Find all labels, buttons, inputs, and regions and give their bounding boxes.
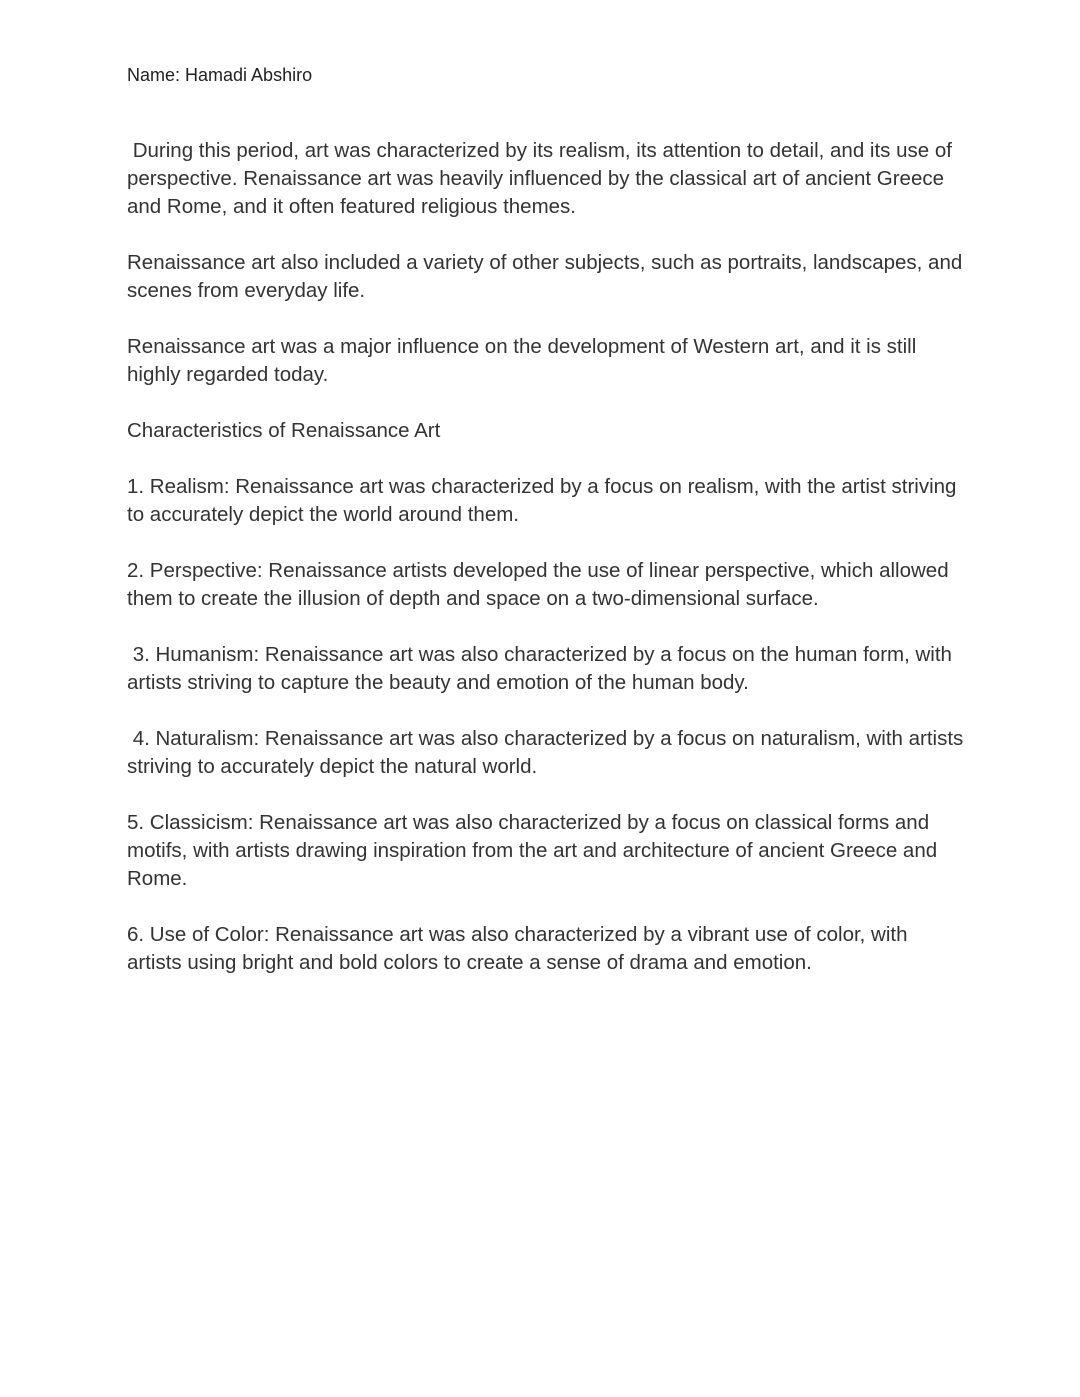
section-heading: Characteristics of Renaissance Art xyxy=(127,419,441,442)
characteristic-humanism: 3. Humanism: Renaissance art was also characterized by a focus on the human form, with artists striving to capture the beauty and emotion of the human body. xyxy=(127,643,958,694)
characteristic-naturalism: 4. Naturalism: Renaissance art was also characterized by a focus on naturalism, with artists striving to accurately depict the natural world. xyxy=(127,727,970,778)
intro-paragraph-3: Renaissance art was a major influence on the development of Western art, and it is still highly regarded today. xyxy=(127,335,917,386)
characteristic-color: 6. Use of Color: Renaissance art was also characterized by a vibrant use of color, with artists using bright and bold colors to create a sense of drama and emotion. xyxy=(127,923,908,974)
characteristic-realism: 1. Realism: Renaissance art was characterized by a focus on realism, with the artist striving to accurately depict the world around them. xyxy=(127,475,957,526)
characteristic-perspective: 2. Perspective: Renaissance artists developed the use of linear perspective, which allowed them to create the illusion of depth and space on a two-dimensional surface. xyxy=(127,559,949,610)
student-name: Name: Hamadi Abshiro xyxy=(127,65,313,85)
intro-paragraph-1: During this period, art was characterized by its realism, its attention to detail, and its use of perspective. Renaissance art was heavily influenced by the classical art of ancient Greece and Rome, and it often featured religious themes. xyxy=(127,139,958,218)
intro-paragraph-2: Renaissance art also included a variety of other subjects, such as portraits, landscapes, and scenes from everyday life. xyxy=(127,251,963,302)
document-page xyxy=(127,62,970,1005)
characteristic-classicism: 5. Classicism: Renaissance art was also characterized by a focus on classical forms and motifs, with artists drawing inspiration from the art and architecture of ancient Greece and Rome. xyxy=(127,811,938,890)
